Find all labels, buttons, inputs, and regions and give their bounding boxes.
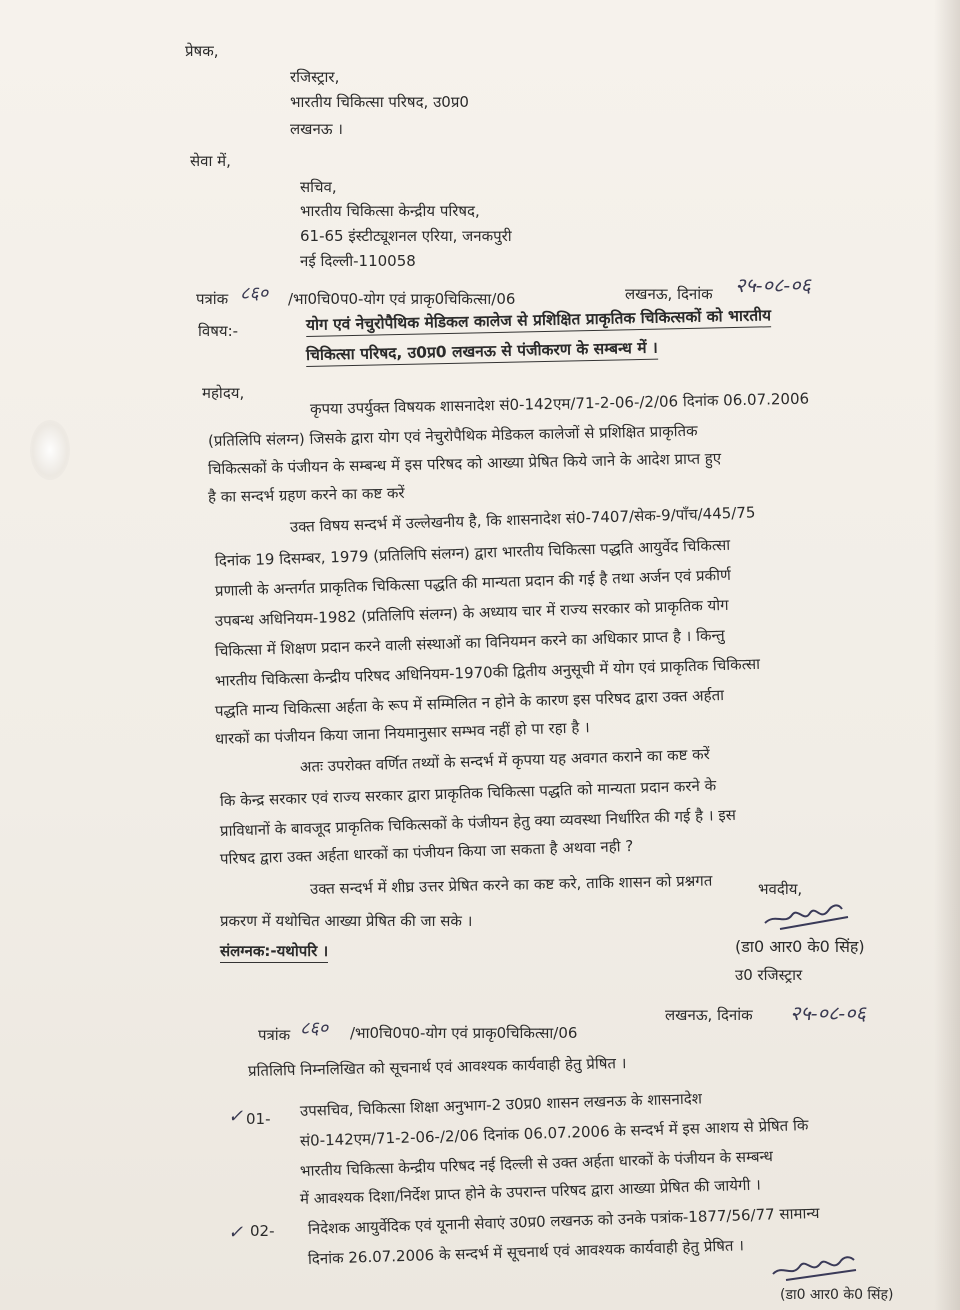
p2-line6: भारतीय चिकित्सा केन्द्रीय परिषद अधिनियम-1970की द्वितीय अनुसूची में योग एवं प्राकृतिक चिकित्सा	[214, 654, 761, 690]
p2-line1: उक्त विषय सन्दर्भ में उल्लेखनीय है, कि शासनादेश सं0-7407/सेक-9/पाँच/445/75	[289, 503, 756, 536]
salutation: महोदय,	[202, 384, 245, 402]
ref1-place-date: लखनऊ, दिनांक	[625, 285, 713, 303]
recipient-line3: 61-65 इंस्टीट्यूशनल एरिया, जनकपुरी	[300, 227, 512, 245]
page-edge-shadow	[934, 0, 960, 1310]
paper-stain	[30, 420, 70, 480]
copy2-num: 02-	[250, 1222, 275, 1240]
sender-line1: रजिस्ट्रार,	[290, 68, 340, 86]
subject-line1	[306, 306, 771, 334]
p1-line4: है का सन्दर्भ ग्रहण करने का कष्ट करें	[207, 483, 405, 506]
closing-designation: उ0 रजिस्ट्रार	[735, 966, 803, 984]
p1-line2: (प्रतिलिपि संलग्न) जिसके द्वारा योग एवं नेचुरोपैथिक मेडिकल कालेजों से प्रशिक्षित प्राकृतिक	[207, 421, 698, 450]
copy1-line1: उपसचिव, चिकित्सा शिक्षा अनुभाग-2 उ0प्र0 शासन लखनऊ के शासनादेश	[299, 1089, 703, 1120]
p2-line5: चिकित्सा में शिक्षण प्रदान करने वाली संस्थाओं का विनियमन करने का अधिकार प्राप्त है । किन्तु	[214, 625, 725, 660]
closing-name: (डा0 आर0 के0 सिंह)	[735, 937, 865, 956]
footer-name: (डा0 आर0 के0 सिंह)	[780, 1287, 894, 1303]
ref2-number: ८६०	[300, 1018, 329, 1039]
recipient-label: सेवा में,	[190, 152, 231, 170]
copy1-tick: ✓	[228, 1106, 244, 1127]
signature-1	[760, 895, 855, 935]
ref1-label: पत्रांक	[196, 290, 229, 308]
subject-line2-text: चिकित्सा परिषद, उ0प्र0 लखनऊ से पंजीकरण के सम्बन्ध में ।	[306, 339, 658, 367]
p1-line1: कृपया उपर्युक्त विषयक शासनादेश सं0-142एम/71-2-06-/2/06 दिनांक 06.07.2006	[309, 389, 810, 418]
ref2-date: २५-०८-०६	[790, 1001, 866, 1025]
subject-label: विषय:-	[198, 322, 239, 340]
ref2-place-date: लखनऊ, दिनांक	[665, 1006, 753, 1024]
copy1-line3: भारतीय चिकित्सा केन्द्रीय परिषद नई दिल्ली से उक्त अर्हता धारकों के पंजीयन के सम्बन्ध	[299, 1147, 774, 1180]
p2-line8: धारकों का पंजीयन किया जाना नियमानुसार सम्भव नहीं हो पा रहा है ।	[214, 718, 590, 748]
sender-label: प्रेषक,	[185, 42, 219, 60]
copy2-tick: ✓	[228, 1222, 244, 1243]
signature-2	[768, 1248, 863, 1288]
p2-line4: उपबन्ध अधिनियम-1982 (प्रतिलिपि संलग्न) के अध्याय चार में राज्य सरकार को प्राकृतिक योग	[214, 595, 729, 630]
recipient-line1: सचिव,	[300, 178, 337, 196]
p3-line2: कि केन्द्र सरकार एवं राज्य सरकार द्वारा प्राकृतिक चिकित्सा पद्धति को मान्यता प्रदान करने के	[219, 776, 717, 810]
recipient-line2: भारतीय चिकित्सा केन्द्रीय परिषद,	[300, 202, 480, 220]
ref1-date: २५-०८-०६	[735, 273, 811, 297]
ref2-label: पत्रांक	[258, 1026, 291, 1044]
p2-line2: दिनांक 19 दिसम्बर, 1979 (प्रतिलिपि संलग्न) द्वारा भारतीय चिकित्सा पद्धति आयुर्वेद चिकित्सा	[214, 535, 731, 570]
subject-line2	[306, 339, 658, 364]
enclosure-note	[220, 942, 328, 960]
sender-line2: भारतीय चिकित्सा परिषद, उ0प्र0	[290, 93, 469, 111]
p3-line4: परिषद द्वारा उक्त अर्हता धारकों का पंजीयन किया जा सकता है अथवा नही ?	[219, 837, 634, 868]
subject-line1-text: योग एवं नेचुरोपैथिक मेडिकल कालेज से प्रशिक्षित प्राकृतिक चिकित्सकों को भारतीय	[306, 306, 771, 337]
p3-line1: अतः उपरोक्त वर्णित तथ्यों के सन्दर्भ में कृपया यह अवगत कराने का कष्ट करें	[299, 745, 711, 776]
copy2-line2: दिनांक 26.07.2006 के सन्दर्भ में सूचनार्थ एवं आवश्यक कार्यवाही हेतु प्रेषित ।	[307, 1236, 745, 1268]
closing-yours: भवदीय,	[758, 880, 803, 898]
enclosure-text: संलग्नक:-यथोपरि ।	[220, 942, 328, 963]
ref1-number: ८६०	[240, 283, 269, 304]
p4-line1: उक्त सन्दर्भ में शीघ्र उत्तर प्रेषित करने का कष्ट करे, ताकि शासन को प्रश्नगत	[309, 871, 713, 898]
recipient-line4: नई दिल्ली-110058	[300, 252, 416, 270]
p2-line3: प्रणाली के अन्तर्गत प्राकृतिक चिकित्सा पद्धति की मान्यता प्रदान की गई है तथा अर्जन एवं प्रकीर्ण	[214, 565, 732, 600]
copy1-line2: सं0-142एम/71-2-06-/2/06 दिनांक 06.07.2006 के सन्दर्भ में इस आशय से प्रेषित कि	[299, 1116, 809, 1150]
p4-line2: प्रकरण में यथोचित आख्या प्रेषित की जा सके ।	[220, 912, 473, 930]
copy-intro: प्रतिलिपि निम्नलिखित को सूचनार्थ एवं आवश्यक कार्यवाही हेतु प्रेषित ।	[247, 1054, 627, 1080]
p3-line3: प्राविधानों के बावजूद प्राकृतिक चिकित्सकों के पंजीयन हेतु क्या व्यवस्था निर्धारित की गई है । इस	[219, 805, 737, 840]
ref1-code: /भा0चि0प0-योग एवं प्राकृ0चिकित्सा/06	[288, 290, 516, 308]
copy1-num: 01-	[246, 1110, 271, 1128]
p1-line3: चिकित्सकों के पंजीयन के सम्बन्ध में इस परिषद को आख्या प्रेषित किये जाने के आदेश प्राप्त हुए	[207, 449, 722, 478]
p2-line7: पद्धति मान्य चिकित्सा अर्हता के रूप में सम्मिलित न होने के कारण इस परिषद द्वारा उक्त अर्हता	[214, 686, 725, 720]
sender-line3: लखनऊ ।	[290, 120, 343, 138]
ref2-code: /भा0चि0प0-योग एवं प्राकृ0चिकित्सा/06	[350, 1024, 578, 1042]
copy1-line4: में आवश्यक दिशा/निर्देश प्राप्त होने के उपरान्त परिषद द्वारा आख्या प्रेषित की जायेगी ।	[299, 1175, 762, 1208]
copy2-line1: निदेशक आयुर्वेदिक एवं यूनानी सेवाएं उ0प्र0 लखनऊ को उनके पत्रांक-1877/56/77 सामान्य	[307, 1203, 820, 1238]
